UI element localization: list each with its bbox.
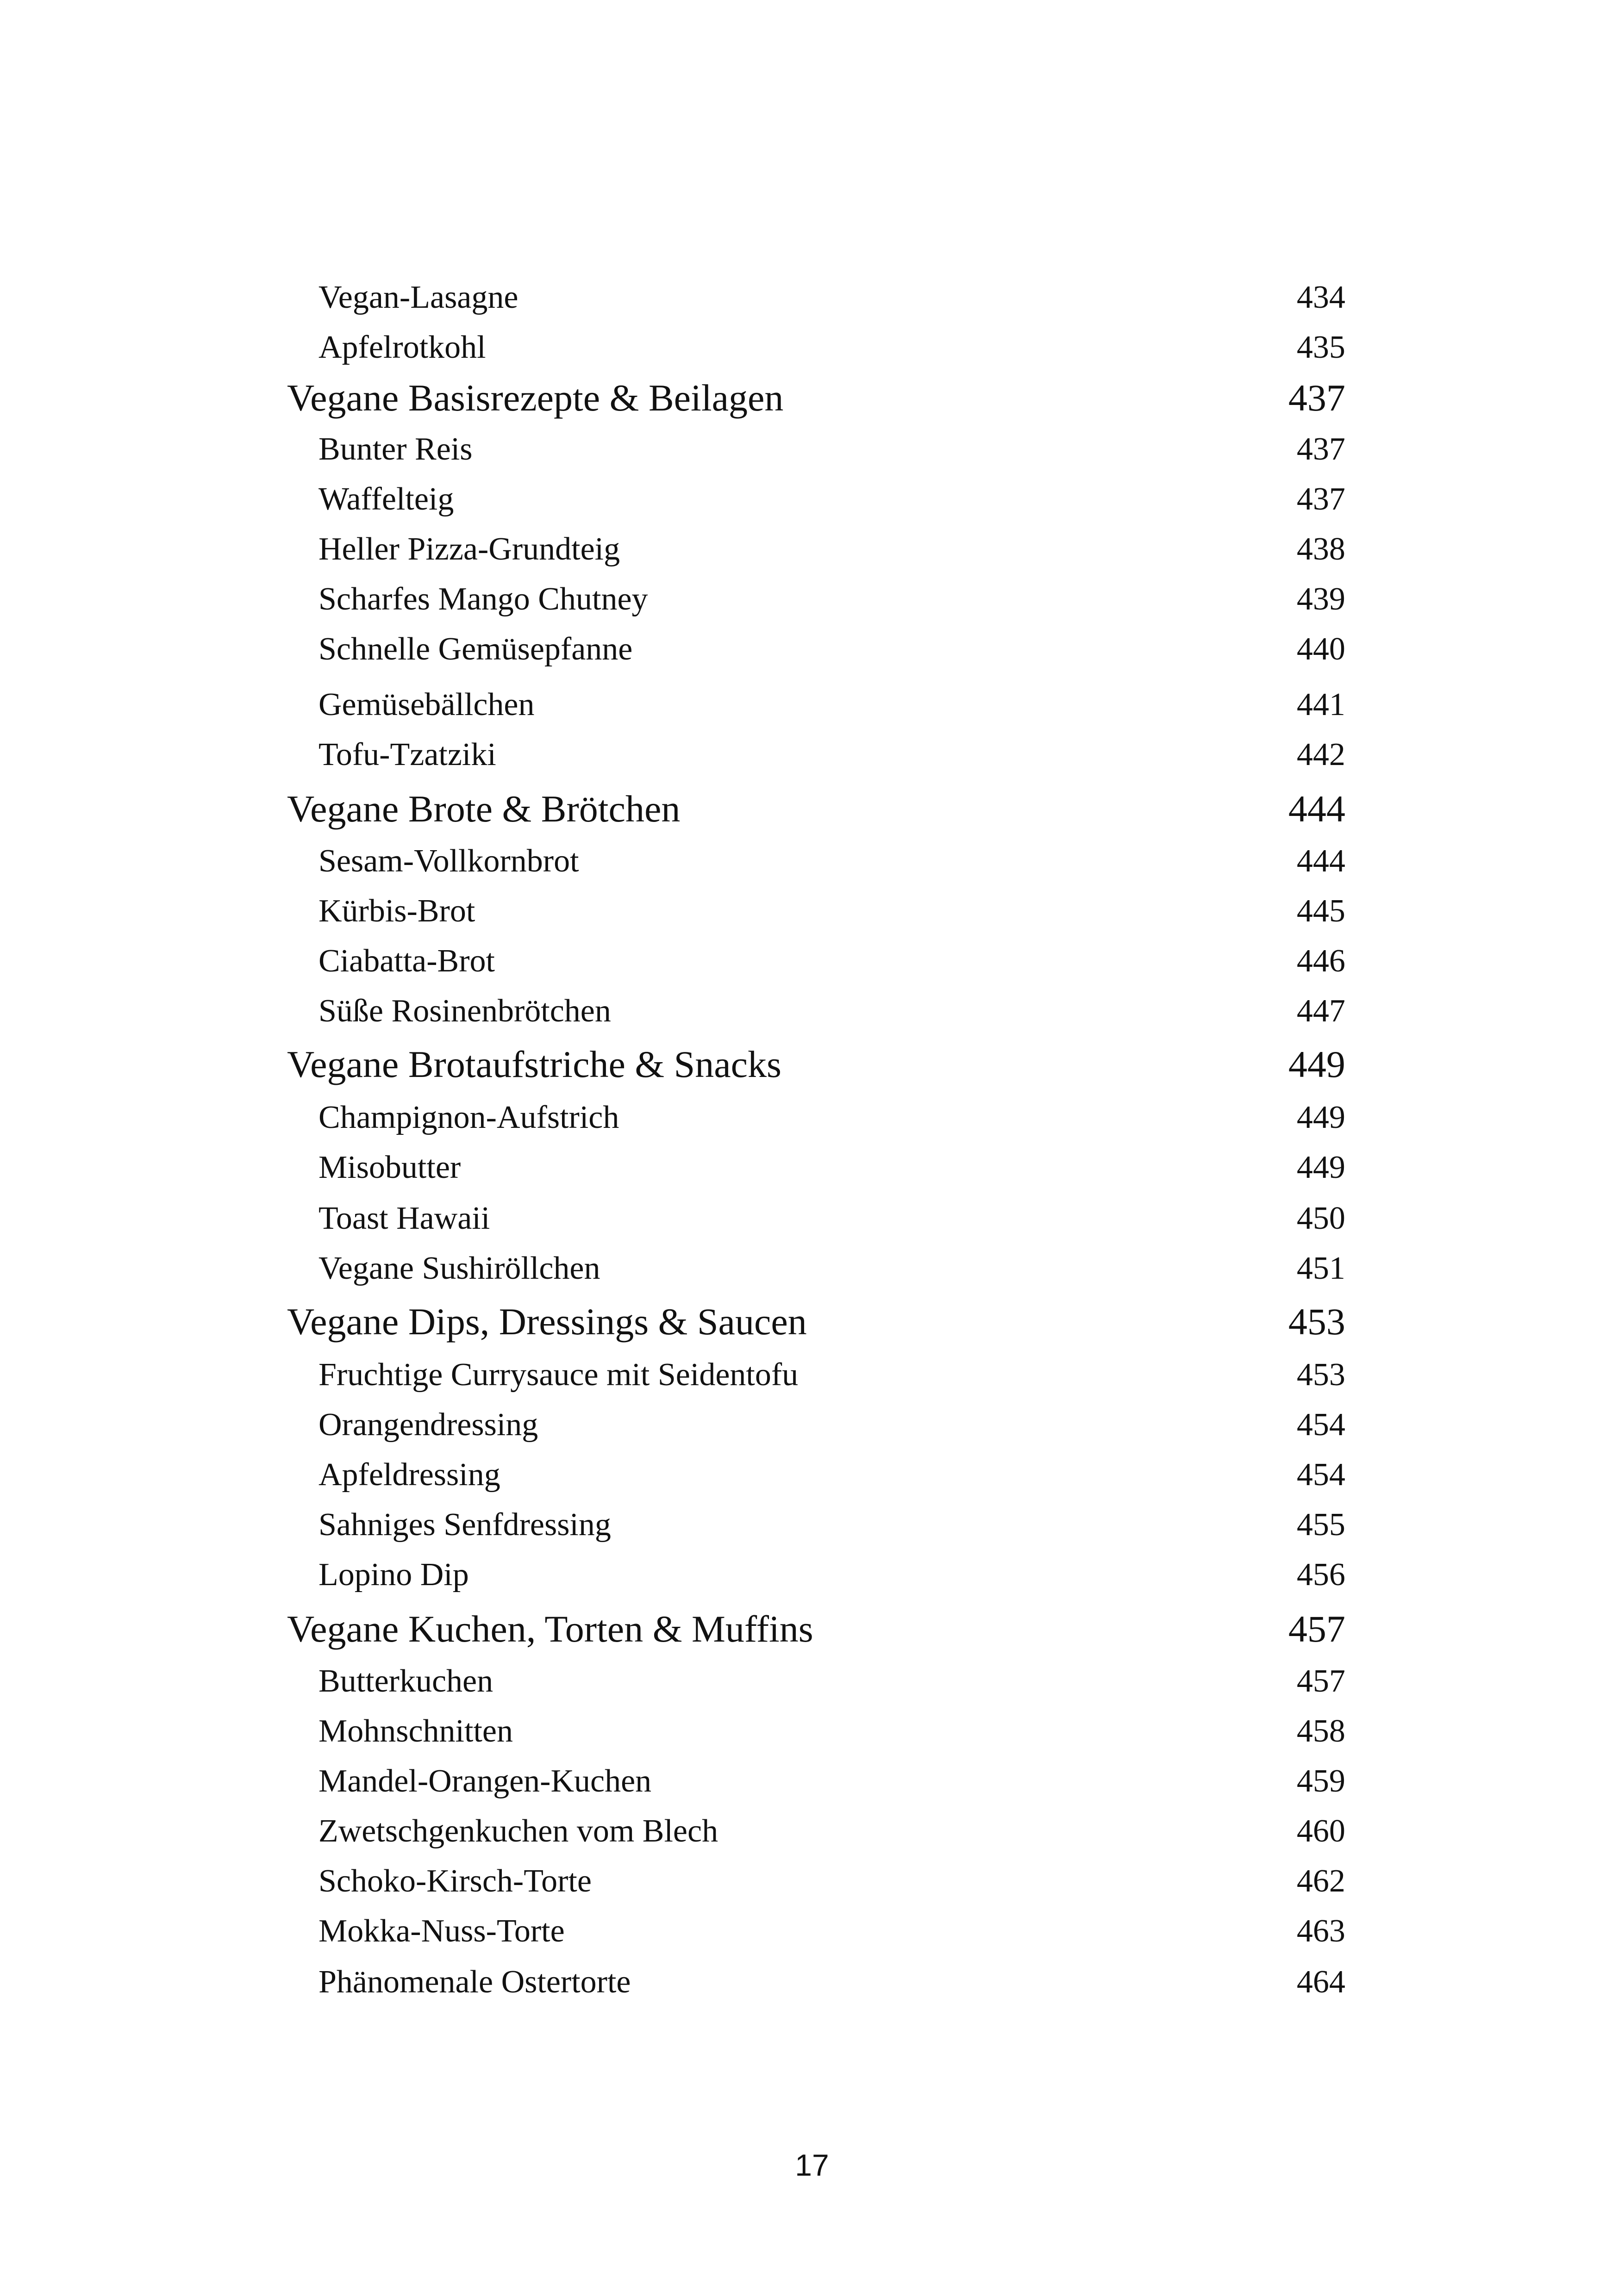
toc-entry-title: Vegan-Lasagne	[319, 280, 518, 315]
toc-entry-page: 456	[1297, 1557, 1345, 1593]
toc-entry-title: Gemüsebällchen	[319, 687, 535, 722]
toc-entry-page: 459	[1297, 1763, 1345, 1799]
toc-entry	[319, 893, 1345, 930]
toc-entry-title: Sesam-Vollkornbrot	[319, 843, 579, 879]
toc-entry-page: 447	[1297, 993, 1345, 1029]
toc-entry-title: Heller Pizza-Grundteig	[319, 531, 620, 567]
toc-entry-page: 442	[1297, 737, 1345, 772]
toc-section-page: 453	[1288, 1300, 1345, 1343]
toc-entry-page: 441	[1297, 687, 1345, 722]
toc-entry-page: 450	[1297, 1201, 1345, 1236]
toc-entry-title: Orangendressing	[319, 1407, 538, 1443]
toc-entry-page: 460	[1297, 1813, 1345, 1849]
toc-entry	[319, 1200, 1345, 1237]
toc-entry-page: 437	[1297, 431, 1345, 467]
toc-entry-page: 464	[1297, 1964, 1345, 2000]
toc-entry-title: Mokka-Nuss-Torte	[319, 1913, 565, 1949]
toc-entry	[319, 1713, 1345, 1750]
toc-section-page: 449	[1288, 1043, 1345, 1085]
toc-section	[287, 376, 1345, 420]
toc-entry	[319, 1813, 1345, 1850]
toc-entry-page: 435	[1297, 330, 1345, 365]
toc-entry-page: 454	[1297, 1407, 1345, 1443]
toc-entry	[319, 1663, 1345, 1700]
toc-entry	[319, 1149, 1345, 1186]
toc-entry-page: 462	[1297, 1863, 1345, 1899]
toc-entry-title: Bunter Reis	[319, 431, 473, 467]
toc-entry-page: 444	[1297, 843, 1345, 879]
toc-section-title: Vegane Dips, Dressings & Saucen	[287, 1300, 807, 1343]
toc-entry	[319, 1406, 1345, 1444]
toc-entry-page: 439	[1297, 581, 1345, 617]
toc-entry	[319, 1763, 1345, 1800]
toc-entry	[319, 1913, 1345, 1950]
toc-section-title: Vegane Brote & Brötchen	[287, 788, 681, 830]
toc-entry-page: 437	[1297, 481, 1345, 517]
toc-section-page: 437	[1288, 377, 1345, 419]
toc-entry	[319, 1099, 1345, 1136]
toc-section-page: 444	[1288, 788, 1345, 830]
toc-entry-title: Schnelle Gemüsepfanne	[319, 631, 633, 667]
toc-entry-title: Kürbis-Brot	[319, 893, 475, 929]
toc-section-page: 457	[1288, 1608, 1345, 1650]
toc-entry	[319, 1863, 1345, 1900]
toc-entry-page: 449	[1297, 1100, 1345, 1135]
toc-entry-page: 451	[1297, 1251, 1345, 1286]
page-number: 17	[795, 2148, 829, 2182]
toc-entry	[319, 1964, 1345, 2001]
toc-entry	[319, 993, 1345, 1030]
toc-entry-title: Mohnschnitten	[319, 1713, 513, 1749]
toc-entry	[319, 531, 1345, 568]
toc-entry-page: 445	[1297, 893, 1345, 929]
toc-entry-title: Butterkuchen	[319, 1663, 493, 1699]
toc-entry-title: Apfelrotkohl	[319, 330, 486, 365]
toc-entry	[319, 431, 1345, 468]
toc-entry-page: 463	[1297, 1913, 1345, 1949]
toc-entry-title: Toast Hawaii	[319, 1201, 490, 1236]
toc-entry-title: Champignon-Aufstrich	[319, 1100, 619, 1135]
toc-entry-title: Phänomenale Ostertorte	[319, 1964, 631, 2000]
toc-entry	[319, 1250, 1345, 1287]
toc-entry-page: 455	[1297, 1507, 1345, 1543]
toc-entry-page: 446	[1297, 943, 1345, 979]
toc-entry-page: 449	[1297, 1150, 1345, 1185]
toc-entry-title: Waffelteig	[319, 481, 454, 517]
toc-entry-title: Schoko-Kirsch-Torte	[319, 1863, 592, 1899]
toc-entry	[319, 843, 1345, 880]
toc-entry-title: Zwetschgenkuchen vom Blech	[319, 1813, 718, 1849]
toc-section-title: Vegane Kuchen, Torten & Muffins	[287, 1608, 813, 1650]
toc-entry-title: Apfeldressing	[319, 1457, 500, 1493]
toc-section	[287, 1043, 1345, 1086]
toc-entry	[319, 631, 1345, 668]
toc-section-title: Vegane Basisrezepte & Beilagen	[287, 377, 784, 419]
toc-entry-title: Süße Rosinenbrötchen	[319, 993, 611, 1029]
toc-entry-page: 434	[1297, 280, 1345, 315]
toc-entry	[319, 1456, 1345, 1493]
toc-entry	[319, 943, 1345, 980]
toc-entry-page: 454	[1297, 1457, 1345, 1493]
toc-entry-title: Misobutter	[319, 1150, 461, 1185]
toc-entry-page: 438	[1297, 531, 1345, 567]
toc-entry	[319, 1506, 1345, 1543]
toc-section-title: Vegane Brotaufstriche & Snacks	[287, 1043, 781, 1085]
toc-entry-title: Ciabatta-Brot	[319, 943, 495, 979]
toc-entry	[319, 329, 1345, 366]
toc-entry-title: Mandel-Orangen-Kuchen	[319, 1763, 652, 1799]
toc-section	[287, 1607, 1345, 1651]
toc-entry	[319, 481, 1345, 518]
toc-entry-title: Lopino Dip	[319, 1557, 469, 1593]
toc-section	[287, 787, 1345, 831]
toc-entry-title: Sahniges Senfdressing	[319, 1507, 611, 1543]
toc-entry	[319, 279, 1345, 316]
toc-entry-page: 440	[1297, 631, 1345, 667]
toc-entry	[319, 1356, 1345, 1394]
toc-section	[287, 1300, 1345, 1344]
toc-entry-page: 457	[1297, 1663, 1345, 1699]
toc-entry	[319, 686, 1345, 723]
toc-entry-page: 453	[1297, 1357, 1345, 1393]
toc-entry-page: 458	[1297, 1713, 1345, 1749]
toc-entry-title: Scharfes Mango Chutney	[319, 581, 648, 617]
toc-entry	[319, 736, 1345, 773]
toc-entry	[319, 1556, 1345, 1593]
toc-entry-title: Vegane Sushiröllchen	[319, 1251, 600, 1286]
toc-entry	[319, 581, 1345, 618]
toc-entry-title: Fruchtige Currysauce mit Seidentofu	[319, 1357, 799, 1393]
toc-entry-title: Tofu-Tzatziki	[319, 737, 496, 772]
